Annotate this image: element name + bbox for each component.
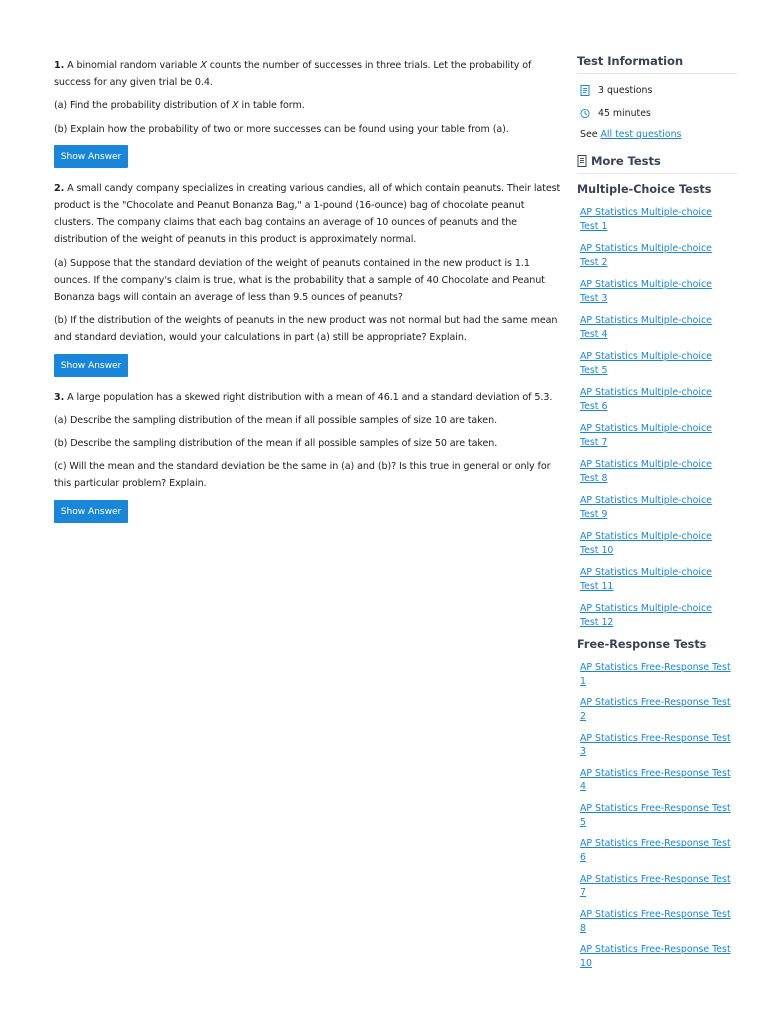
question-3-part-a: (a) Describe the sampling distribution of the mean if all possible samples of size 10 are taken. [54,414,498,426]
question-1-intro-post: counts the number of successes in three trials. Let the probability of success for any given trial be 0.4. [54,60,532,89]
book-icon [577,155,587,167]
question-2 [54,180,562,383]
question-2-part-a: (a) Suppose that the standard deviation of the weight of peanuts contained in the new product is 1.1 ounces. If the company's claim is true, what is the probability that a sample of 40 Chocolate and Peanut Bonanza bags will contain an average of less than 9.5 ounces of peanuts? [54,257,545,304]
question-1-part-a-var: X [232,100,239,112]
questions-count-row [580,83,737,97]
question-1-number: 1. [54,60,65,71]
question-3 [54,389,562,529]
question-2-text [54,180,562,249]
duration-row [580,106,737,120]
mc-test-link[interactable]: AP Statistics Multiple-choice Test 8 [580,459,712,484]
question-2-number: 2. [54,182,65,194]
free-response-title: Free-Response Tests [577,638,707,651]
all-test-questions-link[interactable]: All test questions [600,129,682,140]
more-tests-header [577,154,737,174]
questions-section [54,57,562,535]
mc-test-link[interactable]: AP Statistics Multiple-choice Test 12 [580,603,712,628]
fr-test-link[interactable]: AP Statistics Free-Response Test 5 [580,803,731,828]
question-1-part-a-pre: (a) Find the probability distribution of [54,100,233,112]
sidebar [577,54,737,979]
question-3-intro: A large population has a skewed right distribution with a mean of 46.1 and a standard deviation of 5.3. [64,391,553,403]
mc-test-link[interactable]: AP Statistics Multiple-choice Test 6 [580,387,712,412]
mc-test-link[interactable]: AP Statistics Multiple-choice Test 5 [580,351,712,376]
mc-test-link[interactable]: AP Statistics Multiple-choice Test 1 [580,207,712,232]
question-1 [54,57,562,174]
question-3-number: 3. [54,391,65,403]
multiple-choice-list [577,206,737,629]
question-1-text [54,57,562,91]
show-answer-button-3[interactable]: Show Answer [54,500,128,523]
question-1-intro-pre: A binomial random variable [64,60,201,71]
fr-test-link[interactable]: AP Statistics Free-Response Test 1 [580,662,731,687]
fr-test-link[interactable]: AP Statistics Free-Response Test 6 [580,838,731,863]
free-response-list [577,661,737,970]
test-information-header [577,54,737,74]
multiple-choice-title: Multiple-Choice Tests [577,183,712,196]
see-all-questions [580,129,737,140]
question-1-var: X [200,60,207,71]
show-answer-button-2[interactable]: Show Answer [54,354,128,377]
mc-test-link[interactable]: AP Statistics Multiple-choice Test 2 [580,243,712,268]
document-icon [580,85,590,96]
mc-test-link[interactable]: AP Statistics Multiple-choice Test 9 [580,495,712,520]
mc-test-link[interactable]: AP Statistics Multiple-choice Test 7 [580,423,712,448]
mc-test-link[interactable]: AP Statistics Multiple-choice Test 4 [580,315,712,340]
fr-test-link[interactable]: AP Statistics Free-Response Test 7 [580,873,731,899]
duration: 45 minutes [598,107,651,119]
question-1-part-b: (b) Explain how the probability of two or more successes can be found using your table from (a). [54,123,509,135]
fr-test-link[interactable]: AP Statistics Free-Response Test 4 [580,767,731,793]
fr-test-link[interactable]: AP Statistics Free-Response Test 3 [580,732,731,758]
fr-test-link[interactable]: AP Statistics Free-Response Test 8 [580,909,731,934]
question-1-part-a-post: in table form. [238,100,305,112]
clock-icon [580,108,590,119]
question-3-part-c: (c) Will the mean and the standard deviation be the same in (a) and (b)? Is this true in general or only for this particular problem? Explain. [54,461,551,490]
fr-test-link[interactable]: AP Statistics Free-Response Test 10 [580,944,731,969]
questions-count: 3 questions [598,84,653,96]
more-tests-title: More Tests [591,154,661,168]
see-prefix: See [580,129,601,140]
question-3-part-b: (b) Describe the sampling distribution of the mean if all possible samples of size 50 are taken. [54,438,498,450]
mc-test-link[interactable]: AP Statistics Multiple-choice Test 10 [580,531,712,556]
fr-test-link[interactable]: AP Statistics Free-Response Test 2 [580,697,731,722]
question-1-part-a [54,97,562,114]
show-answer-button-1[interactable]: Show Answer [54,145,128,168]
mc-test-link[interactable]: AP Statistics Multiple-choice Test 11 [580,567,712,592]
mc-test-link[interactable]: AP Statistics Multiple-choice Test 3 [580,279,712,304]
test-information-title: Test Information [577,54,684,68]
question-2-intro: A small candy company specializes in creating various candies, all of which contain peanuts. Their latest product is the "Chocolate and Peanut Bonanza Bag," a 1-pound (16-ounce) bag of chocolate peanut clusters. The company claims that each bag contains an average of 10 ounces of peanuts and the distribution of the weight of peanuts in this product is approximately normal. [54,182,561,246]
question-2-part-b: (b) If the distribution of the weights of peanuts in the new product was not normal but had the same mean and standard deviation, would your calculations in part (a) still be appropriate? Explain. [54,315,558,344]
question-3-text [54,389,562,406]
